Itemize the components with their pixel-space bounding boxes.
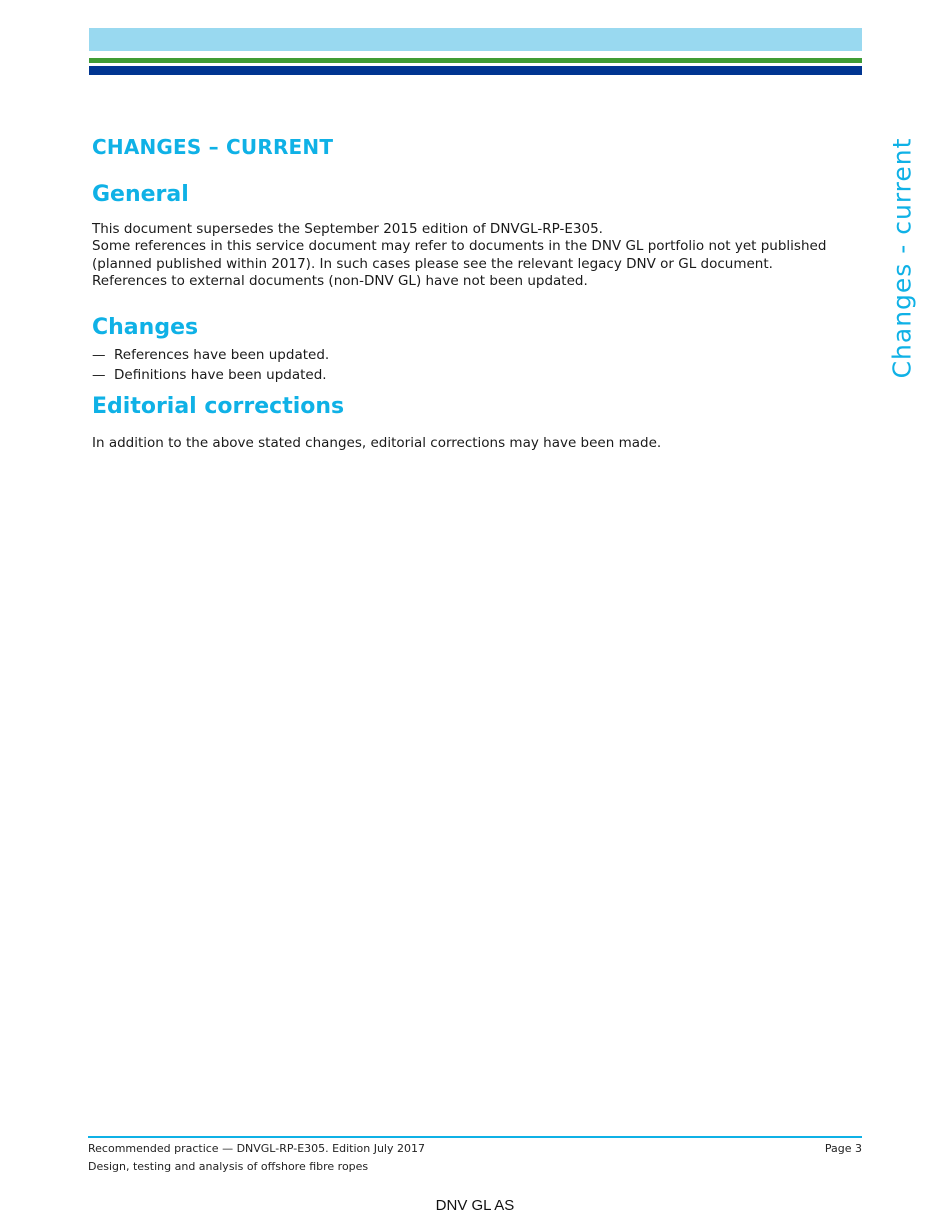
general-line: (planned published within 2017). In such cases please see the relevant legacy DNV or GL document.: [92, 255, 773, 272]
dash-bullet: —: [92, 367, 106, 383]
list-item-text: Definitions have been updated.: [114, 367, 327, 383]
changes-list: [92, 345, 329, 385]
footer-rule: [88, 1136, 862, 1138]
dash-bullet: —: [92, 347, 106, 363]
page-title: CHANGES – CURRENT: [92, 135, 334, 159]
footer-title-line: [88, 1160, 862, 1173]
page-number: Page 3: [824, 1142, 862, 1155]
side-section-title: Changes - current: [887, 137, 917, 379]
header-band-navy: [89, 66, 862, 75]
changes-heading: Changes: [92, 315, 199, 340]
header-band-green: [89, 58, 862, 63]
editorial-paragraph: In addition to the above stated changes, editorial corrections may have been made.: [92, 435, 662, 451]
header-band-light: [89, 28, 862, 51]
list-item: [92, 365, 329, 385]
general-line: References to external documents (non-DNV GL) have not been updated.: [92, 272, 588, 289]
general-paragraph: [92, 221, 862, 290]
list-item: [92, 345, 329, 365]
general-heading: General: [92, 182, 189, 207]
footer-doc-line: [88, 1142, 862, 1155]
general-line: This document supersedes the September 2015 edition of DNVGL-RP-E305.: [92, 221, 603, 237]
editorial-heading: Editorial corrections: [92, 394, 345, 419]
footer-doc-ref: Recommended practice — DNVGL-RP-E305. Edition July 2017: [88, 1142, 425, 1155]
general-line: Some references in this service document may refer to documents in the DNV GL portfolio not yet published: [92, 238, 827, 255]
company-name: DNV GL AS: [435, 1197, 515, 1214]
footer-doc-title: Design, testing and analysis of offshore fibre ropes: [88, 1160, 369, 1173]
list-item-text: References have been updated.: [114, 347, 330, 363]
